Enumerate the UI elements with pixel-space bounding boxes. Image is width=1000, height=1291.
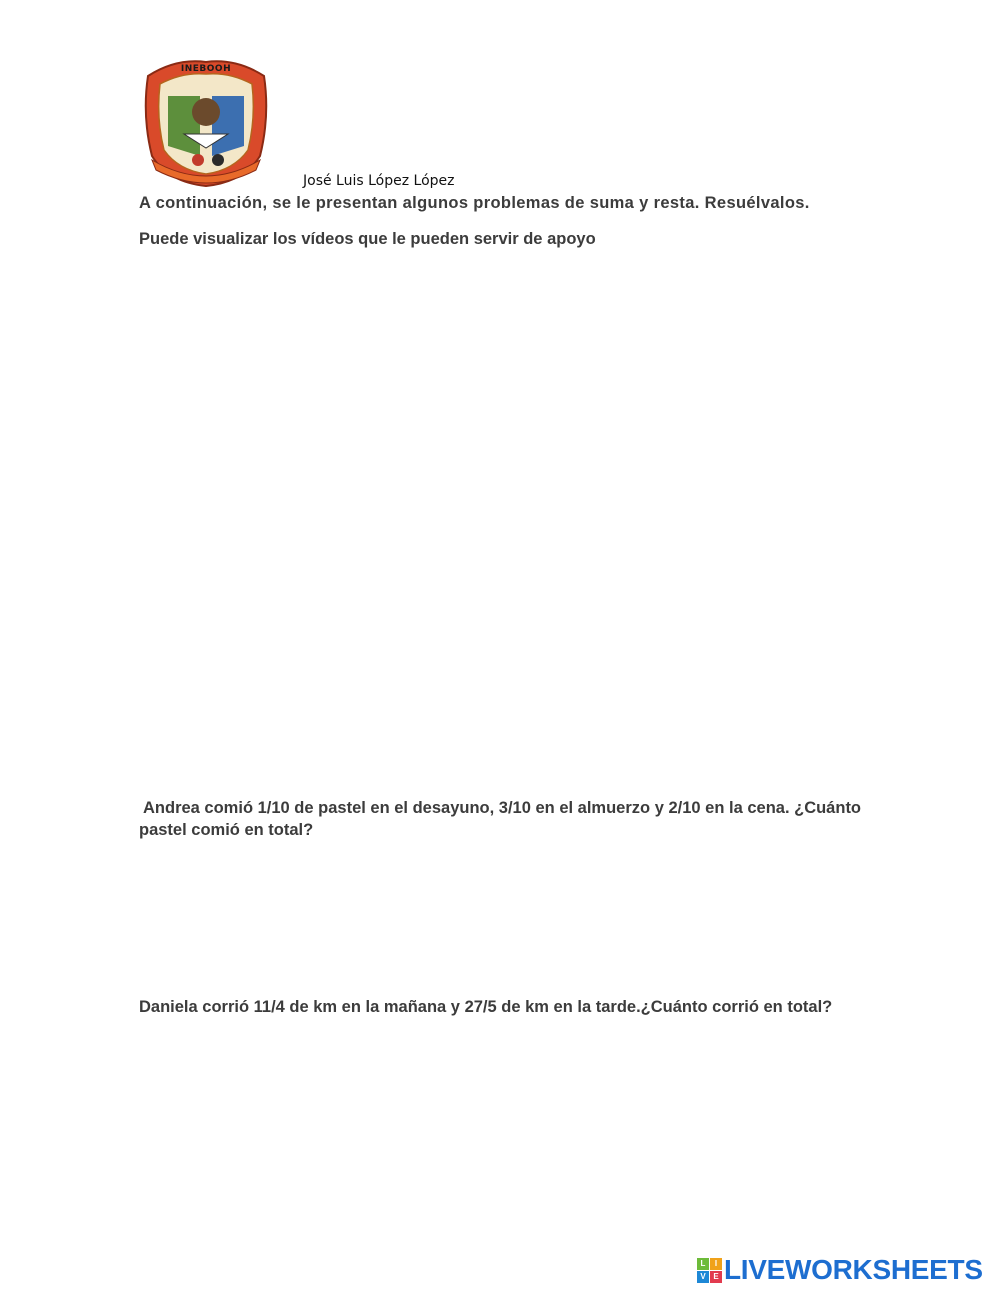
liveworksheets-logo <box>697 1256 983 1284</box>
school-crest-logo <box>138 56 274 188</box>
video-note-text: Puede visualizar los vídeos que le pueden servir de apoyo <box>139 230 596 248</box>
live-blocks-icon: L I V E <box>697 1258 722 1283</box>
problem-andrea: Andrea comió 1/10 de pastel en el desayuno, 3/10 en el almuerzo y 2/10 en la cena. ¿Cuánto pastel comió en total? <box>139 799 862 839</box>
brand-text: LIVEWORKSHEETS <box>724 1254 983 1285</box>
crest-label: INEBOOH <box>180 64 232 74</box>
author-name: José Luis López López <box>303 173 455 189</box>
instruction-text: A continuación, se le presentan algunos problemas de suma y resta. Resuélvalos. <box>139 194 810 212</box>
problem-daniela: Daniela corrió 11/4 de km en la mañana y 27/5 de km en la tarde.¿Cuánto corrió en total? <box>139 998 833 1016</box>
